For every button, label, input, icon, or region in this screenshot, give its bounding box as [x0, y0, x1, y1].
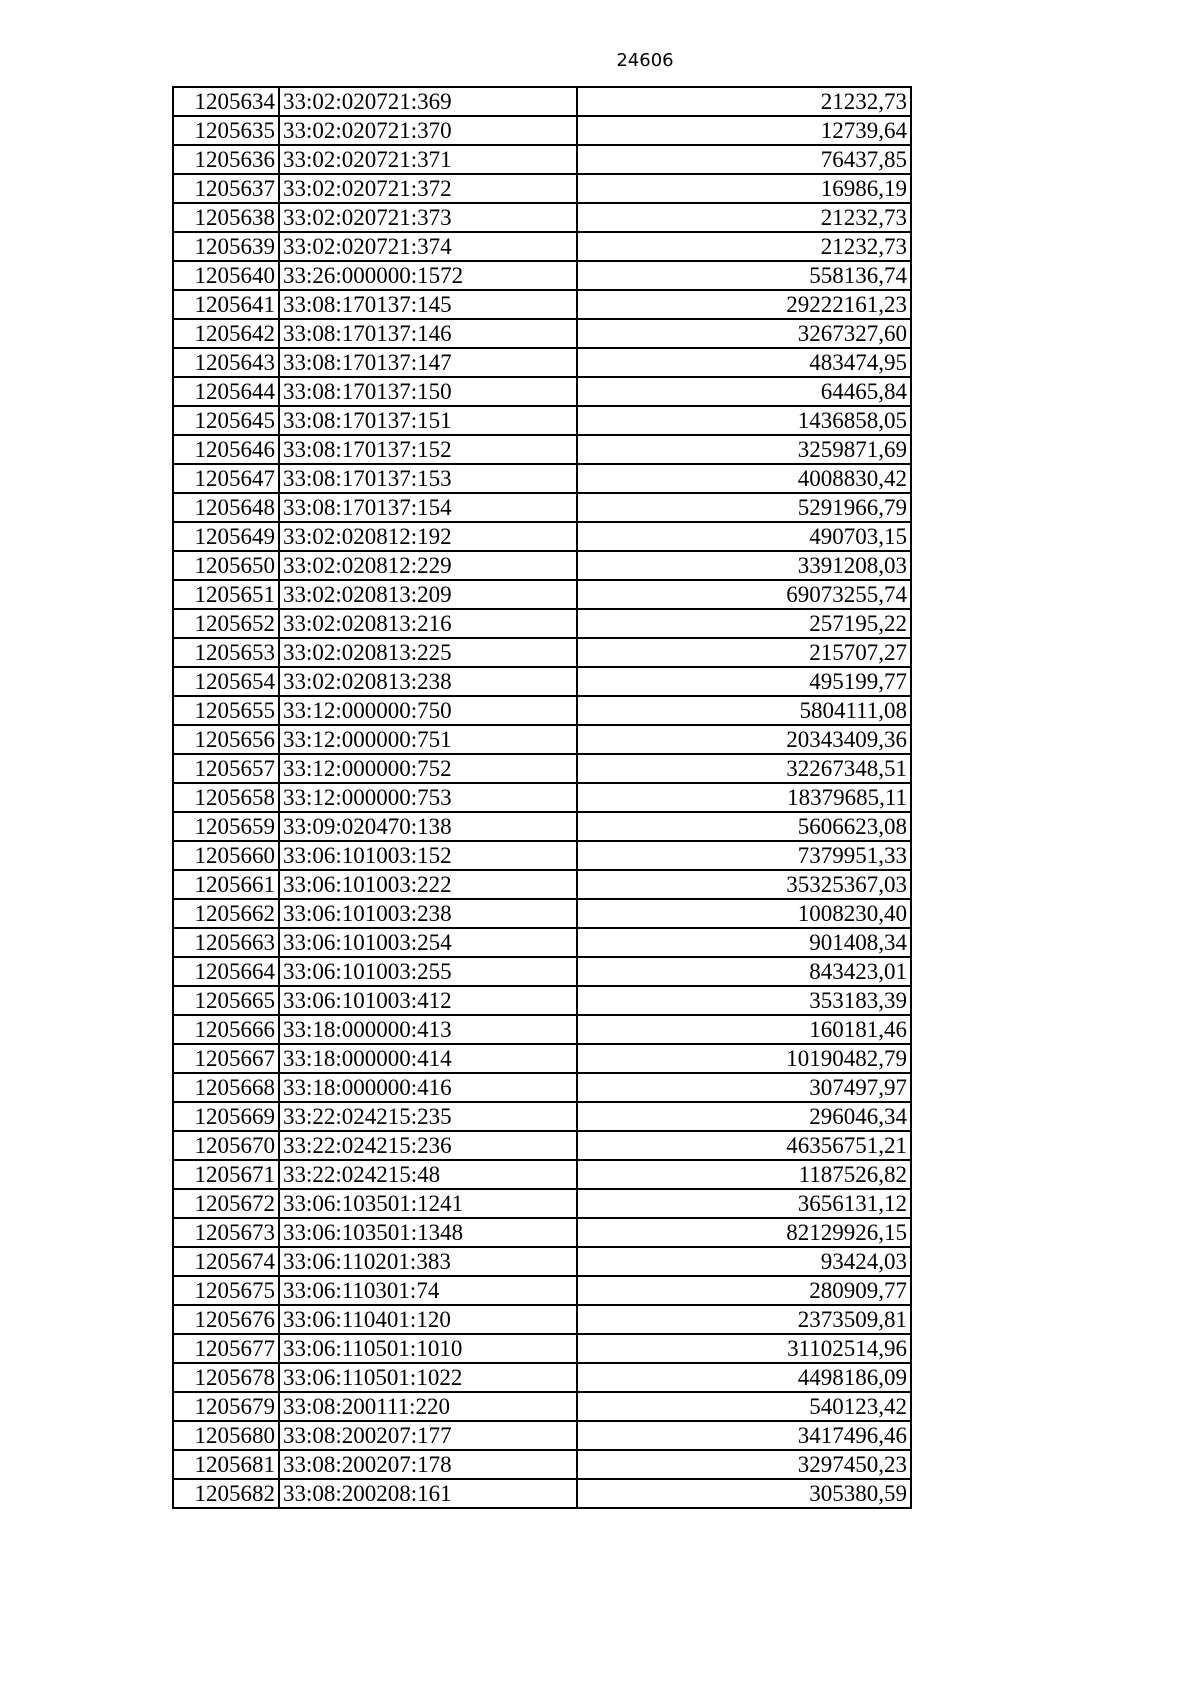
cadastral-value-cell: 483474,95 — [577, 348, 911, 377]
table-row — [173, 986, 911, 1015]
cadastral-number-cell: 33:08:170137:150 — [279, 377, 577, 406]
row-id-cell: 1205673 — [173, 1218, 279, 1247]
table-row — [173, 232, 911, 261]
row-id-cell: 1205664 — [173, 957, 279, 986]
cadastral-value-cell: 257195,22 — [577, 609, 911, 638]
cadastral-number-cell: 33:09:020470:138 — [279, 812, 577, 841]
table-row — [173, 1479, 911, 1508]
cadastral-value-cell: 3259871,69 — [577, 435, 911, 464]
cadastral-value-cell: 353183,39 — [577, 986, 911, 1015]
cadastral-value-cell: 540123,42 — [577, 1392, 911, 1421]
row-id-cell: 1205642 — [173, 319, 279, 348]
cadastral-number-cell: 33:08:200208:161 — [279, 1479, 577, 1508]
table-row — [173, 957, 911, 986]
cadastral-number-cell: 33:06:101003:222 — [279, 870, 577, 899]
row-id-cell: 1205670 — [173, 1131, 279, 1160]
cadastral-value-cell: 901408,34 — [577, 928, 911, 957]
table-row — [173, 522, 911, 551]
cadastral-value-cell: 21232,73 — [577, 87, 911, 116]
table-row — [173, 1015, 911, 1044]
cadastral-number-cell: 33:26:000000:1572 — [279, 261, 577, 290]
cadastral-value-cell: 305380,59 — [577, 1479, 911, 1508]
row-id-cell: 1205676 — [173, 1305, 279, 1334]
table-row — [173, 812, 911, 841]
cadastral-number-cell: 33:08:200111:220 — [279, 1392, 577, 1421]
row-id-cell: 1205660 — [173, 841, 279, 870]
row-id-cell: 1205671 — [173, 1160, 279, 1189]
cadastral-value-cell: 35325367,03 — [577, 870, 911, 899]
row-id-cell: 1205657 — [173, 754, 279, 783]
cadastral-value-cell: 21232,73 — [577, 203, 911, 232]
cadastral-number-cell: 33:02:020813:225 — [279, 638, 577, 667]
table-row — [173, 203, 911, 232]
table-row — [173, 377, 911, 406]
cadastral-value-cell: 82129926,15 — [577, 1218, 911, 1247]
cadastral-value-cell: 495199,77 — [577, 667, 911, 696]
cadastral-value-cell: 3391208,03 — [577, 551, 911, 580]
cadastral-number-cell: 33:08:170137:152 — [279, 435, 577, 464]
cadastral-number-cell: 33:02:020812:192 — [279, 522, 577, 551]
cadastral-number-cell: 33:02:020721:372 — [279, 174, 577, 203]
cadastral-value-cell: 12739,64 — [577, 116, 911, 145]
cadastral-value-cell: 4008830,42 — [577, 464, 911, 493]
row-id-cell: 1205646 — [173, 435, 279, 464]
row-id-cell: 1205648 — [173, 493, 279, 522]
cadastral-value-cell: 1436858,05 — [577, 406, 911, 435]
row-id-cell: 1205672 — [173, 1189, 279, 1218]
row-id-cell: 1205650 — [173, 551, 279, 580]
table-row — [173, 406, 911, 435]
cadastral-value-cell: 31102514,96 — [577, 1334, 911, 1363]
cadastral-value-cell: 32267348,51 — [577, 754, 911, 783]
table-row — [173, 1276, 911, 1305]
row-id-cell: 1205639 — [173, 232, 279, 261]
row-id-cell: 1205681 — [173, 1450, 279, 1479]
cadastral-value-cell: 307497,97 — [577, 1073, 911, 1102]
cadastral-value-cell: 490703,15 — [577, 522, 911, 551]
table-row — [173, 609, 911, 638]
cadastral-number-cell: 33:12:000000:752 — [279, 754, 577, 783]
table-row — [173, 1218, 911, 1247]
cadastral-value-cell: 1187526,82 — [577, 1160, 911, 1189]
cadastral-number-cell: 33:06:110201:383 — [279, 1247, 577, 1276]
table-body — [173, 87, 911, 1508]
cadastral-number-cell: 33:06:101003:152 — [279, 841, 577, 870]
table-row — [173, 1189, 911, 1218]
cadastral-value-cell: 5606623,08 — [577, 812, 911, 841]
cadastral-number-cell: 33:06:110301:74 — [279, 1276, 577, 1305]
cadastral-number-cell: 33:12:000000:753 — [279, 783, 577, 812]
row-id-cell: 1205655 — [173, 696, 279, 725]
cadastral-number-cell: 33:02:020812:229 — [279, 551, 577, 580]
cadastral-number-cell: 33:08:170137:151 — [279, 406, 577, 435]
cadastral-value-cell: 69073255,74 — [577, 580, 911, 609]
row-id-cell: 1205679 — [173, 1392, 279, 1421]
cadastral-number-cell: 33:18:000000:416 — [279, 1073, 577, 1102]
cadastral-value-cell: 64465,84 — [577, 377, 911, 406]
cadastral-value-cell: 5804111,08 — [577, 696, 911, 725]
table-row — [173, 1131, 911, 1160]
cadastral-value-cell: 3297450,23 — [577, 1450, 911, 1479]
table-row — [173, 928, 911, 957]
table-row — [173, 725, 911, 754]
row-id-cell: 1205674 — [173, 1247, 279, 1276]
row-id-cell: 1205647 — [173, 464, 279, 493]
cadastral-value-cell: 280909,77 — [577, 1276, 911, 1305]
row-id-cell: 1205640 — [173, 261, 279, 290]
row-id-cell: 1205663 — [173, 928, 279, 957]
row-id-cell: 1205682 — [173, 1479, 279, 1508]
cadastral-number-cell: 33:02:020813:216 — [279, 609, 577, 638]
cadastral-value-cell: 2373509,81 — [577, 1305, 911, 1334]
cadastral-number-cell: 33:12:000000:751 — [279, 725, 577, 754]
cadastral-number-cell: 33:08:170137:154 — [279, 493, 577, 522]
cadastral-number-cell: 33:02:020721:370 — [279, 116, 577, 145]
row-id-cell: 1205658 — [173, 783, 279, 812]
cadastral-value-table — [172, 86, 912, 1509]
row-id-cell: 1205659 — [173, 812, 279, 841]
table-row — [173, 551, 911, 580]
row-id-cell: 1205635 — [173, 116, 279, 145]
cadastral-value-cell: 215707,27 — [577, 638, 911, 667]
cadastral-value-cell: 558136,74 — [577, 261, 911, 290]
cadastral-value-cell: 7379951,33 — [577, 841, 911, 870]
table-row — [173, 1392, 911, 1421]
cadastral-value-cell: 20343409,36 — [577, 725, 911, 754]
cadastral-value-cell: 10190482,79 — [577, 1044, 911, 1073]
table-row — [173, 1334, 911, 1363]
cadastral-number-cell: 33:02:020813:238 — [279, 667, 577, 696]
row-id-cell: 1205653 — [173, 638, 279, 667]
row-id-cell: 1205651 — [173, 580, 279, 609]
row-id-cell: 1205645 — [173, 406, 279, 435]
table-row — [173, 87, 911, 116]
table-row — [173, 319, 911, 348]
row-id-cell: 1205666 — [173, 1015, 279, 1044]
cadastral-value-cell: 1008230,40 — [577, 899, 911, 928]
table-row — [173, 145, 911, 174]
cadastral-value-cell: 3267327,60 — [577, 319, 911, 348]
cadastral-number-cell: 33:22:024215:235 — [279, 1102, 577, 1131]
cadastral-number-cell: 33:02:020721:371 — [279, 145, 577, 174]
row-id-cell: 1205677 — [173, 1334, 279, 1363]
cadastral-value-cell: 76437,85 — [577, 145, 911, 174]
cadastral-number-cell: 33:08:200207:177 — [279, 1421, 577, 1450]
cadastral-number-cell: 33:08:170137:147 — [279, 348, 577, 377]
cadastral-number-cell: 33:06:110401:120 — [279, 1305, 577, 1334]
cadastral-number-cell: 33:06:110501:1022 — [279, 1363, 577, 1392]
cadastral-number-cell: 33:08:170137:145 — [279, 290, 577, 319]
cadastral-value-cell: 296046,34 — [577, 1102, 911, 1131]
table-row — [173, 435, 911, 464]
table-row — [173, 754, 911, 783]
table-row — [173, 493, 911, 522]
row-id-cell: 1205644 — [173, 377, 279, 406]
cadastral-value-cell: 29222161,23 — [577, 290, 911, 319]
row-id-cell: 1205649 — [173, 522, 279, 551]
row-id-cell: 1205656 — [173, 725, 279, 754]
row-id-cell: 1205654 — [173, 667, 279, 696]
cadastral-number-cell: 33:12:000000:750 — [279, 696, 577, 725]
cadastral-number-cell: 33:22:024215:236 — [279, 1131, 577, 1160]
row-id-cell: 1205634 — [173, 87, 279, 116]
row-id-cell: 1205637 — [173, 174, 279, 203]
cadastral-number-cell: 33:06:101003:254 — [279, 928, 577, 957]
table-row — [173, 638, 911, 667]
table-row — [173, 1102, 911, 1131]
table-row — [173, 696, 911, 725]
row-id-cell: 1205643 — [173, 348, 279, 377]
cadastral-value-cell: 46356751,21 — [577, 1131, 911, 1160]
cadastral-number-cell: 33:02:020721:373 — [279, 203, 577, 232]
row-id-cell: 1205662 — [173, 899, 279, 928]
table-row — [173, 174, 911, 203]
row-id-cell: 1205638 — [173, 203, 279, 232]
table-row — [173, 783, 911, 812]
cadastral-value-cell: 5291966,79 — [577, 493, 911, 522]
cadastral-number-cell: 33:18:000000:413 — [279, 1015, 577, 1044]
table-row — [173, 116, 911, 145]
row-id-cell: 1205665 — [173, 986, 279, 1015]
cadastral-number-cell: 33:08:170137:153 — [279, 464, 577, 493]
table-row — [173, 1363, 911, 1392]
cadastral-value-cell: 3656131,12 — [577, 1189, 911, 1218]
row-id-cell: 1205678 — [173, 1363, 279, 1392]
cadastral-number-cell: 33:08:200207:178 — [279, 1450, 577, 1479]
cadastral-number-cell: 33:08:170137:146 — [279, 319, 577, 348]
table-row — [173, 1160, 911, 1189]
cadastral-number-cell: 33:06:101003:238 — [279, 899, 577, 928]
row-id-cell: 1205667 — [173, 1044, 279, 1073]
table-row — [173, 870, 911, 899]
table-row — [173, 348, 911, 377]
table-row — [173, 1450, 911, 1479]
row-id-cell: 1205680 — [173, 1421, 279, 1450]
cadastral-number-cell: 33:06:110501:1010 — [279, 1334, 577, 1363]
cadastral-value-cell: 843423,01 — [577, 957, 911, 986]
cadastral-number-cell: 33:06:103501:1348 — [279, 1218, 577, 1247]
cadastral-number-cell: 33:02:020721:369 — [279, 87, 577, 116]
cadastral-value-cell: 18379685,11 — [577, 783, 911, 812]
cadastral-number-cell: 33:02:020813:209 — [279, 580, 577, 609]
cadastral-value-cell: 16986,19 — [577, 174, 911, 203]
table-row — [173, 1073, 911, 1102]
table-row — [173, 667, 911, 696]
table-row — [173, 290, 911, 319]
table-row — [173, 1247, 911, 1276]
row-id-cell: 1205661 — [173, 870, 279, 899]
cadastral-number-cell: 33:06:103501:1241 — [279, 1189, 577, 1218]
cadastral-number-cell: 33:22:024215:48 — [279, 1160, 577, 1189]
cadastral-value-cell: 21232,73 — [577, 232, 911, 261]
table-row — [173, 464, 911, 493]
row-id-cell: 1205652 — [173, 609, 279, 638]
cadastral-number-cell: 33:02:020721:374 — [279, 232, 577, 261]
row-id-cell: 1205668 — [173, 1073, 279, 1102]
cadastral-number-cell: 33:18:000000:414 — [279, 1044, 577, 1073]
page-number: 24606 — [616, 50, 674, 71]
table-row — [173, 899, 911, 928]
table-row — [173, 580, 911, 609]
cadastral-number-cell: 33:06:101003:412 — [279, 986, 577, 1015]
table-row — [173, 1305, 911, 1334]
row-id-cell: 1205669 — [173, 1102, 279, 1131]
cadastral-value-cell: 93424,03 — [577, 1247, 911, 1276]
cadastral-value-cell: 3417496,46 — [577, 1421, 911, 1450]
cadastral-value-cell: 160181,46 — [577, 1015, 911, 1044]
table-row — [173, 1421, 911, 1450]
row-id-cell: 1205675 — [173, 1276, 279, 1305]
row-id-cell: 1205641 — [173, 290, 279, 319]
table-row — [173, 1044, 911, 1073]
row-id-cell: 1205636 — [173, 145, 279, 174]
table-row — [173, 841, 911, 870]
cadastral-number-cell: 33:06:101003:255 — [279, 957, 577, 986]
table-row — [173, 261, 911, 290]
cadastral-value-cell: 4498186,09 — [577, 1363, 911, 1392]
